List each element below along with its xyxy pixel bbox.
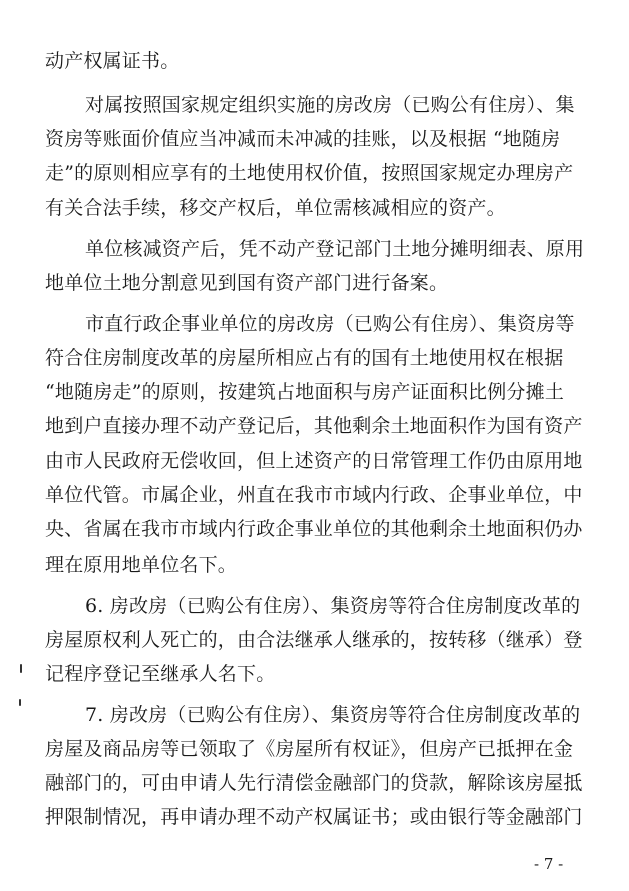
text-line-20: 房屋及商品房等已领取了《房屋所有权证》，但房产已抵押在金 [45, 738, 574, 760]
text-line-9: 符合住房制度改革的房屋所相应占有的国有土地使用权在根据 [45, 347, 564, 369]
text-line-4: 走”的原则相应享有的土地使用权价值，按照国家规定办理房产 [45, 162, 574, 184]
text-line-12: 由市人民政府无偿收回，但上述资产的日常管理工作仍由原用地 [45, 450, 583, 472]
text-line-5: 有关合法手续，移交产权后，单位需核减相应的资产。 [45, 197, 506, 219]
text-line-17: 房屋原权利人死亡的，由合法继承人继承的，按转移（继承）登 [45, 629, 583, 651]
text-line-1: 动产权属证书。 [45, 50, 180, 72]
page-number: - 7 - [534, 855, 564, 873]
scan-mark [19, 699, 21, 706]
text-line-21: 融部门的，可由申请人先行清偿金融部门的贷款，解除该房屋抵 [45, 772, 583, 794]
text-line-13: 单位代管。市属企业，州直在我市市域内行政、企事业单位，中 [45, 484, 583, 506]
text-line-14: 央、省属在我市市域内行政企事业单位的其他剩余土地面积仍办 [45, 518, 583, 540]
scan-mark [20, 664, 22, 673]
text-line-2: 对属按照国家规定组织实施的房改房（已购公有住房）、集 [85, 94, 575, 116]
text-line-10: “地随房走”的原则，按建筑占地面积与房产证面积比例分摊土 [45, 381, 565, 403]
text-line-11: 地到户直接办理不动产登记后，其他剩余土地面积作为国有资产 [45, 415, 583, 437]
text-line-7: 地单位土地分割意见到国有资产部门进行备案。 [45, 272, 449, 294]
text-line-19: 7. 房改房（已购公有住房）、集资房等符合住房制度改革的 [85, 704, 581, 726]
text-line-15: 理在原用地单位名下。 [45, 554, 238, 576]
text-line-6: 单位核减资产后，凭不动产登记部门土地分摊明细表、原用 [85, 238, 585, 260]
text-line-16: 6. 房改房（已购公有住房）、集资房等符合住房制度改革的 [85, 595, 581, 617]
text-line-3: 资房等账面价值应当冲减而未冲减的挂账，以及根据 “地随房 [45, 128, 561, 150]
text-line-22: 押限制情况，再申请办理不动产权属证书；或由银行等金融部门 [45, 806, 583, 828]
text-line-18: 记程序登记至继承人名下。 [45, 663, 276, 685]
text-line-8: 市直行政企事业单位的房改房（已购公有住房）、集资房等 [85, 313, 575, 335]
